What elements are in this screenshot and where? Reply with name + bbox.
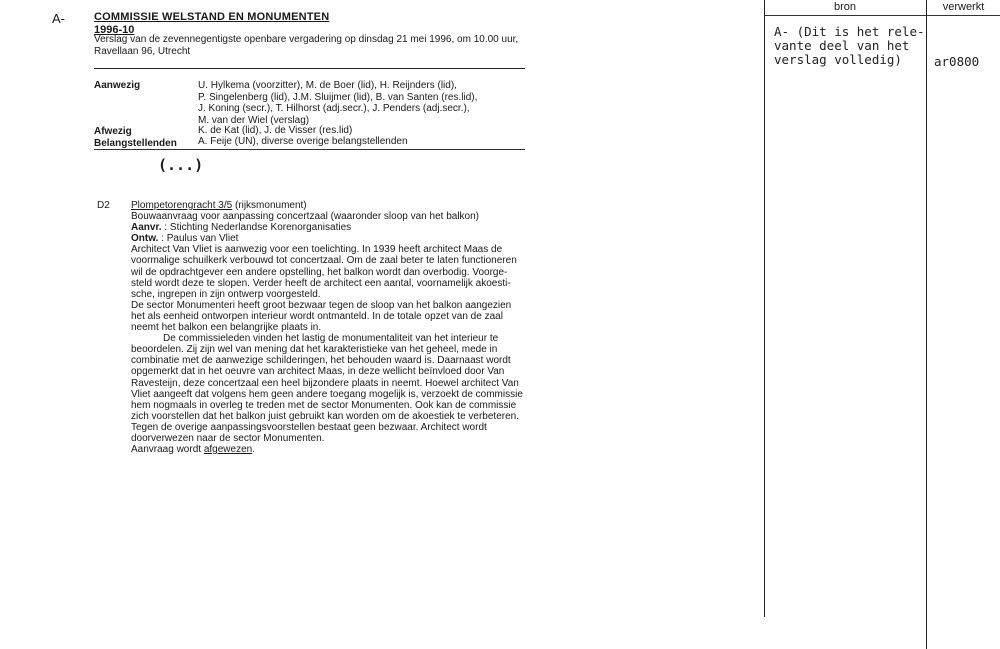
present-list: U. Hylkema (voorzitter), M. de Boer (lid), H. Reijnders (lid), P. Singelenberg (lid), J.M. Sluijmer (lid), B. van Santen (res.lid), J. Koning (secr.), T. Hilhorst (adj.secr.), J. Penders (adj.secr.), M. van der Wiel (verslag) [198,80,478,126]
meeting-number: 1996-10 [94,24,135,36]
label-absent: Afwezig [94,126,132,137]
paragraph-line: doorverwezen naar de sector Monumenten. [131,432,325,444]
table-header-divider [764,15,1000,16]
section-marker: A- [52,11,65,26]
applicant-label: Aanvr. [131,222,162,234]
header-divider [94,68,525,69]
designer: : Paulus van Vliet [161,233,239,245]
item-code: D2 [97,200,110,211]
paragraph-line: sche, ingrepen in zijn ontwerp voorgesteld. [131,288,321,300]
paragraph-line: steld wordt deze te slopen. Verder heeft de architect een aantal, voornamelijk akoesti- [131,277,511,289]
source-note: A- (Dit is het rele- vante deel van het verslag volledig) [774,24,925,67]
label-present: Aanwezig [94,80,141,91]
interested-list: A. Feije (UN), diverse overige belangstellenden [198,136,408,147]
applicant: : Stichting Nederlandse Korenorganisaties [164,222,352,234]
document-title: COMMISSIE WELSTAND EN MONUMENTEN [94,11,330,23]
item-address: Plompetorengracht 3/5 [131,200,233,211]
paragraph-line: De commissieleden vinden het lastig de monumentaliteit van het interieur te [163,333,499,345]
table-column-divider-right [926,0,927,649]
conclusion: Aanvraag wordt afgewezen. [131,444,255,456]
absent-list: K. de Kat (lid), J. de Visser (res.lid) [198,125,353,136]
table-column-divider-left [764,0,765,617]
paragraph-line: wil de opdrachtgever een andere opstelling, het balkon wordt dan overbodig. Voorge- [131,266,508,278]
designer-label: Ontw. [131,233,159,245]
item-body [131,200,531,455]
omission-marker: (...) [158,156,204,174]
decision: afgewezen [203,444,253,456]
item-status: (rijksmonument) [234,200,307,211]
paragraph-line: opgemerkt dat in het oeuvre van architect Maas, in deze wellicht beïnvloed door Van [131,366,505,378]
attendance-divider [94,149,525,150]
paragraph-line: het als eenheid ontworpen interieur wordt ontmanteld. In de totale opzet van de zaal [131,310,503,322]
item-subject: Bouwaanvraag voor aanpassing concertzaal (waaronder sloop van het balkon) [131,211,479,223]
column-header-processed: verwerkt [942,1,985,13]
paragraph-line: De sector Monumenteri heeft groot bezwaar tegen de sloop van het balkon aangezien [131,299,512,311]
paragraph-line: Vliet aangeeft dat volgens hem geen andere toegang mogelijk is, verzoekt de commissie [131,388,523,400]
label-interested: Belangstellenden [94,138,177,149]
paragraph-line: beoordelen. Zij zijn wel van mening dat het karakteristieke van het geheel, mede in [131,344,498,356]
meeting-description: Verslag van de zevennegentigste openbare vergadering op dinsdag 21 mei 1996, om 10.00 uur, Ravellaan 96, Utrecht [94,34,519,57]
paragraph-line: Ravesteijn, deze concertzaal een heel bijzondere plaats in neemt. Hoewel architect Van [131,377,519,389]
column-header-source: bron [833,1,857,13]
paragraph-line: Tegen de overige aanpassingsvoorstellen bestaat geen bezwaar. Architect wordt [131,421,487,433]
processed-code: ar0800 [934,54,980,69]
paragraph-line: zich voorstellen dat het balkon juist gebruikt kan worden om de akoestiek te verbeteren. [131,410,519,422]
paragraph-line: neemt het balkon een belangrijke plaats in. [131,322,322,334]
paragraph-line: hem nogmaals in overleg te treden met de sector Monumenten. Ook kan de commissie [131,399,517,411]
paragraph-line: voormalige schuilkerk verbouwd tot concertzaal. Om de zaal beter te laten functioneren [131,255,517,267]
paragraph-line: Architect Van Vliet is aanwezig voor een toelichting. In 1939 heeft architect Maas de [131,244,503,256]
paragraph-line: combinatie met de aanwezige schilderingen, het behouden waard is. Daarnaast wordt [131,355,511,367]
